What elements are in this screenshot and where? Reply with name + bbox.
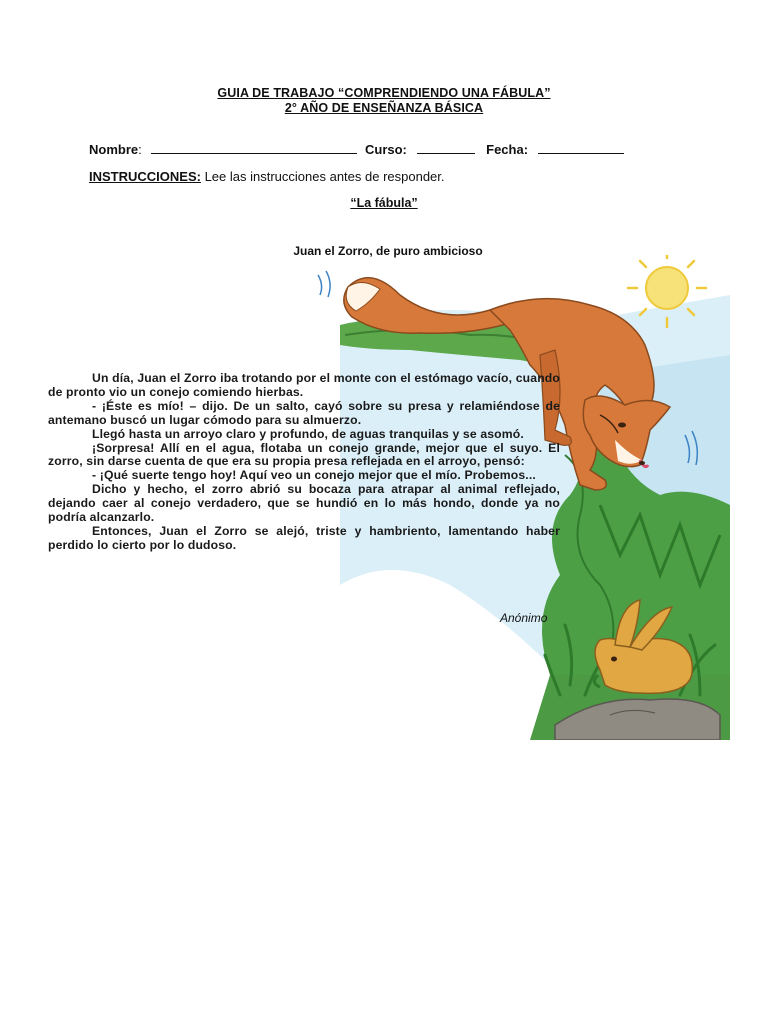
- story-paragraph: Entonces, Juan el Zorro se alejó, triste y hambriento, lamentando haber perdido lo cierto por lo dudoso.: [48, 523, 560, 552]
- name-colon: :: [138, 142, 142, 157]
- fable-text: [48, 372, 560, 553]
- student-info-row: [89, 142, 624, 157]
- story-paragraph: - ¡Éste es mío! – dijo. De un salto, cayó sobre su presa y relamiéndose de antemano buscó un lugar cómodo para su almuerzo.: [48, 398, 560, 427]
- name-label: Nombre: [89, 142, 139, 157]
- course-label: Curso:: [365, 142, 407, 157]
- story-paragraph: ¡Sorpresa! Allí en el agua, flotaba un conejo grande, mejor que el suyo. El zorro, sin darse cuenta de que era su propia presa reflejada en el arroyo, pensó:: [48, 440, 560, 469]
- grade-subtitle: 2° AÑO DE ENSEÑANZA BÁSICA: [284, 101, 484, 115]
- name-field[interactable]: [151, 142, 357, 154]
- story-paragraph: Dicho y hecho, el zorro abrió su bocaza para atrapar al animal reflejado, dejando caer al conejo verdadero, que se hundió en lo más hondo, donde ya no podría alcanzarlo.: [48, 482, 560, 525]
- story-paragraph: Un día, Juan el Zorro iba trotando por el monte con el estómago vacío, cuando de pronto vio un conejo comiendo hierbas.: [48, 371, 560, 399]
- instructions-label: INSTRUCCIONES:: [89, 169, 201, 184]
- story-paragraph: Llegó hasta un arroyo claro y profundo, de aguas tranquilas y se asomó.: [92, 426, 524, 441]
- story-author: Anónimo: [500, 611, 548, 625]
- section-title: “La fábula”: [350, 196, 418, 210]
- instructions: [89, 169, 445, 184]
- instructions-text: Lee las instrucciones antes de responder.: [204, 169, 445, 184]
- story-title: Juan el Zorro, de puro ambicioso: [293, 244, 483, 258]
- date-label: Fecha:: [486, 142, 529, 157]
- story-paragraph: - ¡Qué suerte tengo hoy! Aquí veo un conejo mejor que el mío. Probemos...: [92, 468, 536, 483]
- course-field[interactable]: [417, 142, 475, 154]
- date-field[interactable]: [538, 142, 624, 154]
- worksheet-title: GUIA DE TRABAJO “COMPRENDIENDO UNA FÁBULA”: [217, 86, 551, 100]
